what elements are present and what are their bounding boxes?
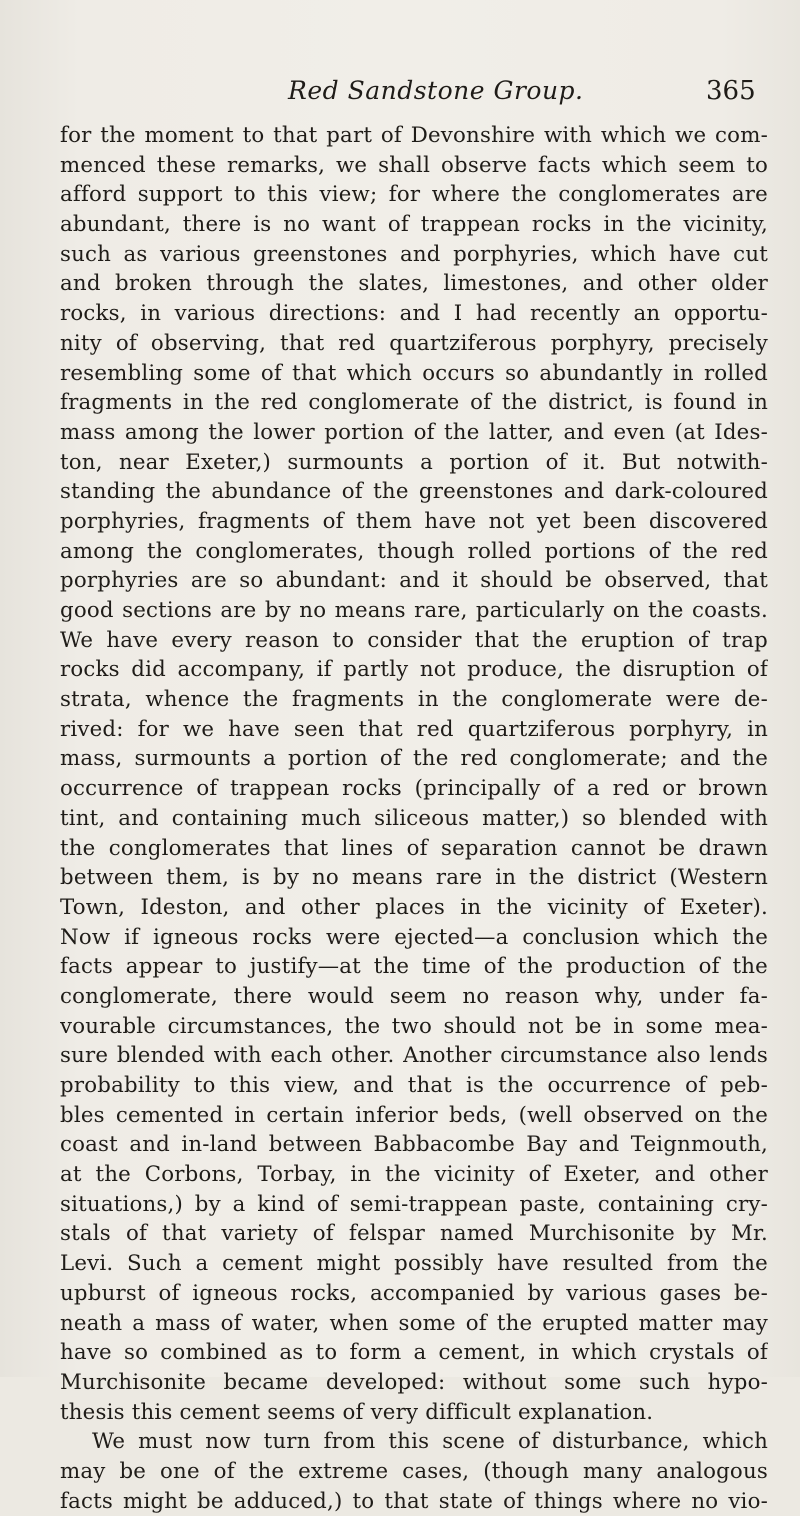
text-line: rocks, in various directions: and I had recently an opportu- <box>60 301 768 327</box>
text-line: Now if igneous rocks were ejected—a conclusion which the <box>60 924 768 950</box>
text-line: neath a mass of water, when some of the erupted matter may <box>60 1310 768 1336</box>
text-line: the conglomerates that lines of separation cannot be drawn <box>60 835 768 861</box>
text-line: ton, near Exeter,) surmounts a portion of it. But notwith- <box>60 449 768 475</box>
text-line: have so combined as to form a cement, in which crystals of <box>60 1340 768 1366</box>
text-line: vourable circumstances, the two should not be in some mea- <box>60 1013 768 1039</box>
text-line: upburst of igneous rocks, accompanied by various gases be- <box>60 1280 768 1306</box>
text-line: porphyries are so abundant: and it should be observed, that <box>60 568 768 594</box>
text-line: rocks did accompany, if partly not produce, the disruption of <box>60 657 768 683</box>
text-line: facts appear to justify—at the time of the production of the <box>60 954 768 980</box>
text-line: conglomerate, there would seem no reason why, under fa- <box>60 983 768 1009</box>
text-line: coast and in-land between Babbacombe Bay and Teignmouth, <box>60 1132 768 1158</box>
text-line: may be one of the extreme cases, (though many analogous <box>60 1458 768 1484</box>
text-line: fragments in the red conglomerate of the district, is found in <box>60 390 768 416</box>
text-line: mass among the lower portion of the latter, and even (at Ides- <box>60 419 768 445</box>
page-number: 365 <box>706 76 756 106</box>
text-line: occurrence of trappean rocks (principally of a red or brown <box>60 776 768 802</box>
text-line: resembling some of that which occurs so abundantly in rolled <box>60 360 768 386</box>
text-line: among the conglomerates, though rolled portions of the red <box>60 538 768 564</box>
text-line: Levi. Such a cement might possibly have resulted from the <box>60 1251 768 1277</box>
text-line: We must now turn from this scene of disturbance, which <box>92 1429 768 1455</box>
text-line: for the moment to that part of Devonshire with which we com- <box>60 123 768 148</box>
text-line: rived: for we have seen that red quartziferous porphyry, in <box>60 716 768 742</box>
text-line: such as various greenstones and porphyries, which have cut <box>60 241 768 267</box>
text-line: good sections are by no means rare, particularly on the coasts. <box>60 598 768 623</box>
text-line: between them, is by no means rare in the district (Western <box>60 865 768 891</box>
text-line: sure blended with each other. Another circumstance also lends <box>60 1043 768 1069</box>
text-line: thesis this cement seems of very difficult explanation. <box>60 1399 654 1425</box>
text-line: nity of observing, that red quartziferous porphyry, precisely <box>60 330 768 356</box>
text-line: Murchisonite became developed: without some such hypo- <box>60 1369 768 1395</box>
body-text <box>60 121 768 1516</box>
text-line: and broken through the slates, limestones, and other older <box>60 271 768 297</box>
text-line: We have every reason to consider that the eruption of trap <box>60 627 768 653</box>
page-header <box>0 76 800 106</box>
text-line: probability to this view, and that is the occurrence of peb- <box>60 1073 768 1098</box>
text-line: at the Corbons, Torbay, in the vicinity of Exeter, and other <box>60 1162 768 1188</box>
text-line: situations,) by a kind of semi-trappean paste, containing cry- <box>60 1191 768 1217</box>
text-line: abundant, there is no want of trappean rocks in the vicinity, <box>60 212 768 238</box>
running-title: Red Sandstone Group. <box>288 76 584 105</box>
text-line: tint, and containing much siliceous matter,) so blended with <box>60 805 768 831</box>
text-line: mass, surmounts a portion of the red conglomerate; and the <box>60 746 768 772</box>
text-line: standing the abundance of the greenstones and dark-coloured <box>60 479 768 505</box>
text-line: porphyries, fragments of them have not yet been discovered <box>60 508 768 534</box>
text-line: bles cemented in certain inferior beds, (well observed on the <box>60 1102 768 1128</box>
text-line: menced these remarks, we shall observe facts which seem to <box>60 152 768 178</box>
text-line: strata, whence the fragments in the conglomerate were de- <box>60 687 768 713</box>
text-line: stals of that variety of felspar named Murchisonite by Mr. <box>60 1221 768 1247</box>
text-line: afford support to this view; for where the conglomerates are <box>60 182 768 208</box>
text-line: Town, Ideston, and other places in the vicinity of Exeter). <box>60 894 768 920</box>
text-line: facts might be adduced,) to that state of things where no vio- <box>60 1488 768 1514</box>
